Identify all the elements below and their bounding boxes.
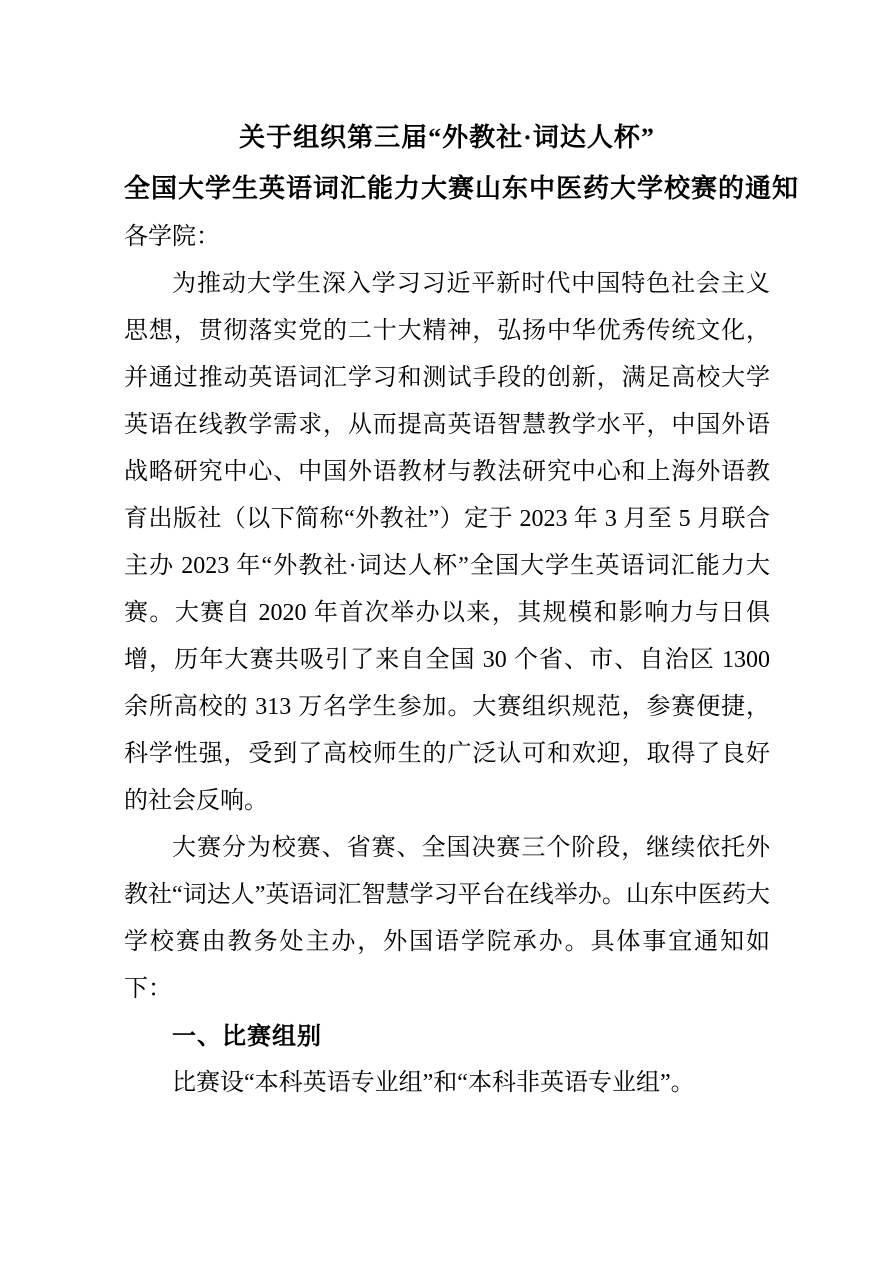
paragraph-2: 大赛分为校赛、省赛、全国决赛三个阶段，继续依托外教社“词达人”英语词汇智慧学习平台在线举办。山东中医药大学校赛由教务处主办，外国语学院承办。具体事宜通知如下：	[124, 835, 770, 1002]
document-title-line-2: 全国大学生英语词汇能力大赛山东中医药大学校赛的通知	[124, 174, 800, 203]
document-title	[124, 112, 800, 214]
salutation: 各学院：	[124, 224, 220, 250]
section-heading: 一、比赛组别	[172, 1023, 322, 1050]
paragraph-1: 为推动大学生深入学习习近平新时代中国特色社会主义思想，贯彻落实党的二十大精神，弘扬中华优秀传统文化，并通过推动英语词汇学习和测试手段的创新，满足高校大学英语在线教学需求，从而提高英语智慧教学水平，中国外语战略研究中心、中国外语教材与教法研究中心和上海外语教育出版社（以下简称“外教社”）定于 2023 年 3 月至 5 月联合主办 2023 年“外教社·词达人杯”全国大学生英语词汇能力大赛。大赛自 2020 年首次举办以来，其规模和影响力与日俱增，历年大赛共吸引了来自全国 30 个省、市、自治区 1300 余所高校的 313 万名学生参加。大赛组织规范，参赛便捷，科学性强，受到了高校师生的广泛认可和欢迎，取得了良好的社会反响。	[124, 271, 770, 814]
section-body: 比赛设“本科英语专业组”和“本科非英语专业组”。	[172, 1070, 695, 1096]
document-title-line-1: 关于组织第三届“外教社·词达人杯”	[239, 123, 655, 152]
